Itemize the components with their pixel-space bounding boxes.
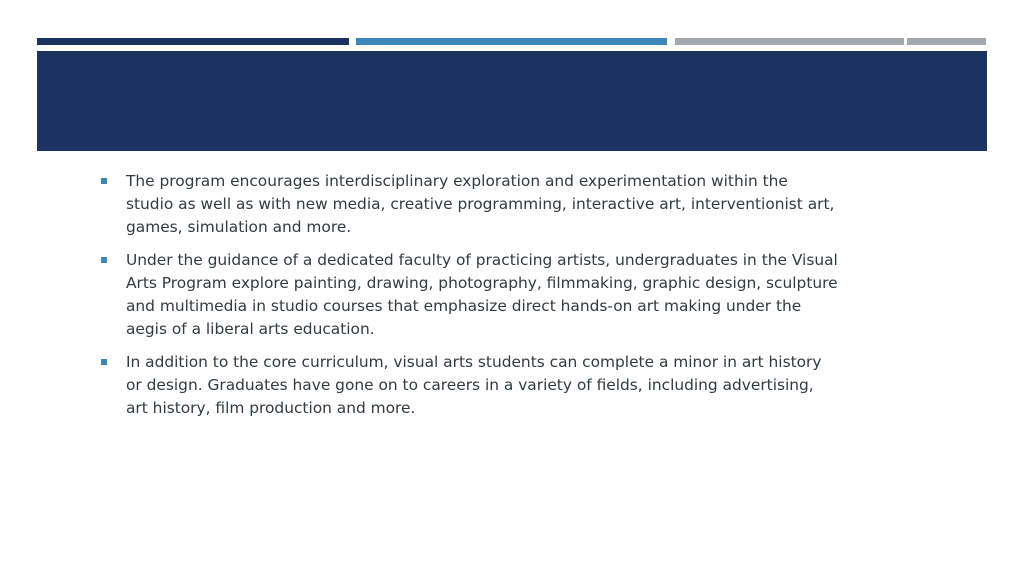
bullet-list [100,170,840,420]
accent-bar-gray [675,38,904,45]
accent-bar-navy [37,38,349,45]
bullet-text: In addition to the core curriculum, visual arts students can complete a minor in art history or design. Graduates have gone on to careers in a variety of fields, including advertising, art history, film production and more. [126,353,822,417]
accent-bar-blue [356,38,667,45]
bullet-text: Under the guidance of a dedicated faculty of practicing artists, undergraduates in the Visual Arts Program explore painting, drawing, photography, filmmaking, graphic design, sculpture and multimedia in studio courses that emphasize direct hands-on art making under the aegis of a liberal arts education. [126,251,838,338]
bullet-item [100,170,840,239]
accent-bar-gray-small [907,38,986,45]
bullet-item [100,249,840,341]
content-area [100,170,840,430]
bullet-text: The program encourages interdisciplinary exploration and experimentation within the studio as well as with new media, creative programming, interactive art, interventionist art, games, simulation and more. [126,172,835,236]
bullet-item [100,351,840,420]
title-band [37,51,987,151]
square-bullet-icon [101,359,107,365]
square-bullet-icon [101,257,107,263]
square-bullet-icon [101,178,107,184]
